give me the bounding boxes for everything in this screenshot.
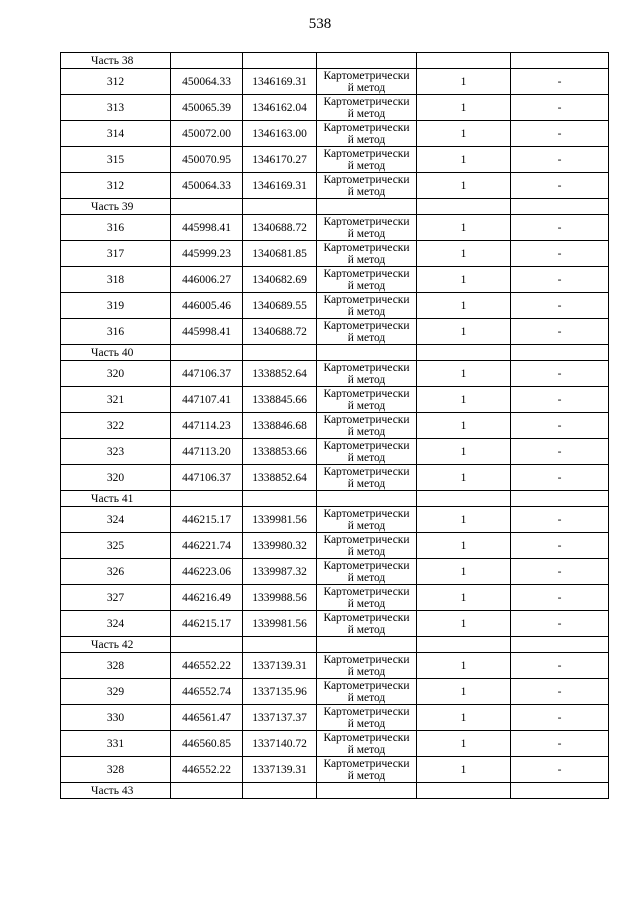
note-value: - [511,439,609,465]
empty-cell [511,345,609,361]
empty-cell [171,637,243,653]
coordinate-y: 1346169.31 [243,173,317,199]
coordinate-y: 1340681.85 [243,241,317,267]
point-number: 328 [61,757,171,783]
coordinate-x: 446005.46 [171,293,243,319]
coordinate-x: 446216.49 [171,585,243,611]
point-number: 327 [61,585,171,611]
precision-value: 1 [417,95,511,121]
point-number: 329 [61,679,171,705]
point-number: 320 [61,361,171,387]
coordinate-x: 450072.00 [171,121,243,147]
precision-value: 1 [417,679,511,705]
coordinate-x: 447106.37 [171,361,243,387]
coordinate-y: 1339980.32 [243,533,317,559]
table-row [61,267,609,293]
method-text-line1: Картометрически [323,533,410,546]
method-text-line1: Картометрически [323,611,410,624]
method-text-line1: Картометрически [323,731,410,744]
coordinate-y: 1338846.68 [243,413,317,439]
note-value: - [511,319,609,345]
coordinate-x: 446006.27 [171,267,243,293]
method-text-line1: Картометрически [323,173,410,186]
part-header-row [61,637,609,653]
coordinate-y: 1338853.66 [243,439,317,465]
empty-cell [511,491,609,507]
table-row [61,653,609,679]
coordinate-y: 1340682.69 [243,267,317,293]
method-text-line2: й метод [347,159,386,172]
method-cell [317,241,417,267]
precision-value: 1 [417,361,511,387]
method-text-line1: Картометрически [323,585,410,598]
coordinate-x: 445999.23 [171,241,243,267]
note-value: - [511,121,609,147]
method-cell [317,559,417,585]
method-text-line1: Картометрически [323,241,410,254]
empty-cell [417,53,511,69]
table-row [61,611,609,637]
method-text-line1: Картометрически [323,559,410,572]
coordinate-x: 446552.22 [171,757,243,783]
coordinate-x: 450064.33 [171,173,243,199]
method-text-line2: й метод [347,743,386,756]
table-row [61,241,609,267]
method-text-line1: Картометрически [323,439,410,452]
method-text-line1: Картометрически [323,319,410,332]
coordinate-x: 446221.74 [171,533,243,559]
method-cell [317,319,417,345]
empty-cell [417,783,511,799]
part-header-row [61,53,609,69]
note-value: - [511,387,609,413]
method-text-line2: й метод [347,519,386,532]
coordinate-y: 1346169.31 [243,69,317,95]
empty-cell [317,637,417,653]
table-row [61,465,609,491]
empty-cell [417,491,511,507]
point-number: 325 [61,533,171,559]
empty-cell [243,783,317,799]
coordinate-y: 1346162.04 [243,95,317,121]
method-text-line2: й метод [347,451,386,464]
empty-cell [511,783,609,799]
part-header-row [61,199,609,215]
page-number: 538 [308,16,332,32]
coordinate-x: 447113.20 [171,439,243,465]
coordinate-y: 1340688.72 [243,215,317,241]
coordinate-x: 450070.95 [171,147,243,173]
part-label: Часть 40 [61,345,171,361]
point-number: 324 [61,507,171,533]
note-value: - [511,215,609,241]
table-row [61,387,609,413]
coordinate-y: 1346163.00 [243,121,317,147]
note-value: - [511,653,609,679]
precision-value: 1 [417,147,511,173]
method-text-line2: й метод [347,81,386,94]
coordinate-y: 1338852.64 [243,465,317,491]
method-text-line1: Картометрически [323,387,410,400]
note-value: - [511,173,609,199]
method-cell [317,95,417,121]
coordinate-y: 1337139.31 [243,653,317,679]
method-text-line2: й метод [347,253,386,266]
table-row [61,585,609,611]
precision-value: 1 [417,465,511,491]
table-row [61,439,609,465]
note-value: - [511,267,609,293]
method-text-line1: Картометрически [323,705,410,718]
method-text-line2: й метод [347,279,386,292]
method-text-line1: Картометрически [323,413,410,426]
note-value: - [511,757,609,783]
point-number: 313 [61,95,171,121]
table-row [61,147,609,173]
note-value: - [511,147,609,173]
method-text-line2: й метод [347,373,386,386]
empty-cell [317,345,417,361]
coordinate-y: 1340688.72 [243,319,317,345]
table-row [61,731,609,757]
part-label: Часть 39 [61,199,171,215]
precision-value: 1 [417,215,511,241]
empty-cell [417,199,511,215]
table-row [61,361,609,387]
coordinate-x: 446215.17 [171,611,243,637]
method-text-line2: й метод [347,425,386,438]
part-label: Часть 41 [61,491,171,507]
table-row [61,95,609,121]
coordinate-x: 450065.39 [171,95,243,121]
precision-value: 1 [417,387,511,413]
method-cell [317,705,417,731]
coordinate-x: 445998.41 [171,319,243,345]
point-number: 318 [61,267,171,293]
table-row [61,507,609,533]
method-text-line2: й метод [347,227,386,240]
precision-value: 1 [417,705,511,731]
table-row [61,679,609,705]
empty-cell [317,53,417,69]
empty-cell [511,53,609,69]
empty-cell [511,199,609,215]
precision-value: 1 [417,241,511,267]
point-number: 312 [61,173,171,199]
table-row [61,69,609,95]
coordinate-y: 1346170.27 [243,147,317,173]
method-cell [317,653,417,679]
method-cell [317,173,417,199]
table-row [61,121,609,147]
precision-value: 1 [417,319,511,345]
empty-cell [511,637,609,653]
table-row [61,705,609,731]
precision-value: 1 [417,69,511,95]
point-number: 323 [61,439,171,465]
point-number: 330 [61,705,171,731]
method-cell [317,533,417,559]
method-text-line1: Картометрически [323,507,410,520]
method-cell [317,439,417,465]
method-cell [317,679,417,705]
empty-cell [317,491,417,507]
method-text-line2: й метод [347,717,386,730]
coordinate-y: 1337139.31 [243,757,317,783]
method-cell [317,267,417,293]
coordinate-y: 1338852.64 [243,361,317,387]
note-value: - [511,585,609,611]
coordinate-y: 1339988.56 [243,585,317,611]
coordinate-x: 446552.74 [171,679,243,705]
method-text-line2: й метод [347,477,386,490]
coordinate-x: 446560.85 [171,731,243,757]
precision-value: 1 [417,731,511,757]
table-row [61,413,609,439]
point-number: 322 [61,413,171,439]
part-header-row [61,345,609,361]
empty-cell [243,53,317,69]
method-cell [317,507,417,533]
method-cell [317,121,417,147]
method-text-line1: Картометрически [323,361,410,374]
part-label: Часть 42 [61,637,171,653]
note-value: - [511,533,609,559]
method-text-line1: Картометрически [323,465,410,478]
method-cell [317,757,417,783]
method-cell [317,387,417,413]
part-header-row [61,783,609,799]
coordinate-y: 1339987.32 [243,559,317,585]
point-number: 317 [61,241,171,267]
precision-value: 1 [417,267,511,293]
table-row [61,293,609,319]
method-text-line2: й метод [347,623,386,636]
coordinate-x: 445998.41 [171,215,243,241]
method-text-line2: й метод [347,331,386,344]
point-number: 324 [61,611,171,637]
precision-value: 1 [417,585,511,611]
table-row [61,559,609,585]
point-number: 312 [61,69,171,95]
precision-value: 1 [417,121,511,147]
empty-cell [317,783,417,799]
note-value: - [511,705,609,731]
coordinate-y: 1337140.72 [243,731,317,757]
point-number: 321 [61,387,171,413]
coordinate-y: 1340689.55 [243,293,317,319]
empty-cell [243,345,317,361]
precision-value: 1 [417,293,511,319]
method-text-line2: й метод [347,107,386,120]
table-row [61,533,609,559]
note-value: - [511,69,609,95]
point-number: 331 [61,731,171,757]
note-value: - [511,465,609,491]
method-text-line1: Картометрически [323,95,410,108]
precision-value: 1 [417,533,511,559]
coordinate-x: 447114.23 [171,413,243,439]
method-cell [317,293,417,319]
note-value: - [511,507,609,533]
coordinate-x: 450064.33 [171,69,243,95]
method-cell [317,585,417,611]
coordinates-table-body [61,53,609,799]
coordinate-x: 446223.06 [171,559,243,585]
table-row [61,173,609,199]
note-value: - [511,679,609,705]
coordinate-y: 1339981.56 [243,507,317,533]
method-text-line1: Картометрически [323,215,410,228]
table-row [61,319,609,345]
point-number: 314 [61,121,171,147]
note-value: - [511,95,609,121]
empty-cell [243,199,317,215]
coordinate-x: 446552.22 [171,653,243,679]
method-text-line1: Картометрически [323,69,410,82]
method-text-line1: Картометрически [323,293,410,306]
empty-cell [171,491,243,507]
method-cell [317,69,417,95]
table-row [61,215,609,241]
note-value: - [511,559,609,585]
point-number: 328 [61,653,171,679]
method-text-line1: Картометрически [323,757,410,770]
method-cell [317,731,417,757]
method-text-line2: й метод [347,665,386,678]
precision-value: 1 [417,413,511,439]
precision-value: 1 [417,173,511,199]
method-cell [317,147,417,173]
method-text-line1: Картометрически [323,679,410,692]
coordinate-y: 1337137.37 [243,705,317,731]
method-text-line1: Картометрически [323,147,410,160]
precision-value: 1 [417,439,511,465]
method-cell [317,215,417,241]
precision-value: 1 [417,653,511,679]
empty-cell [417,345,511,361]
precision-value: 1 [417,507,511,533]
coordinate-x: 446215.17 [171,507,243,533]
method-text-line2: й метод [347,305,386,318]
coordinate-x: 446561.47 [171,705,243,731]
precision-value: 1 [417,559,511,585]
point-number: 315 [61,147,171,173]
point-number: 316 [61,319,171,345]
empty-cell [317,199,417,215]
table-row [61,757,609,783]
precision-value: 1 [417,757,511,783]
method-text-line2: й метод [347,571,386,584]
method-text-line2: й метод [347,691,386,704]
coordinates-table [60,52,609,799]
method-cell [317,361,417,387]
empty-cell [171,345,243,361]
method-text-line1: Картометрически [323,267,410,280]
method-cell [317,413,417,439]
point-number: 326 [61,559,171,585]
point-number: 320 [61,465,171,491]
method-text-line2: й метод [347,769,386,782]
part-label: Часть 43 [61,783,171,799]
method-text-line2: й метод [347,597,386,610]
note-value: - [511,413,609,439]
note-value: - [511,361,609,387]
precision-value: 1 [417,611,511,637]
method-text-line2: й метод [347,185,386,198]
empty-cell [417,637,511,653]
method-text-line1: Картометрически [323,121,410,134]
note-value: - [511,241,609,267]
point-number: 319 [61,293,171,319]
empty-cell [243,491,317,507]
part-header-row [61,491,609,507]
part-label: Часть 38 [61,53,171,69]
note-value: - [511,611,609,637]
method-text-line2: й метод [347,133,386,146]
empty-cell [171,53,243,69]
empty-cell [243,637,317,653]
empty-cell [171,783,243,799]
method-text-line2: й метод [347,545,386,558]
method-cell [317,465,417,491]
note-value: - [511,293,609,319]
method-text-line1: Картометрически [323,653,410,666]
method-cell [317,611,417,637]
coordinate-x: 447107.41 [171,387,243,413]
coordinate-y: 1339981.56 [243,611,317,637]
coordinate-x: 447106.37 [171,465,243,491]
coordinate-y: 1337135.96 [243,679,317,705]
coordinate-y: 1338845.66 [243,387,317,413]
point-number: 316 [61,215,171,241]
method-text-line2: й метод [347,399,386,412]
empty-cell [171,199,243,215]
note-value: - [511,731,609,757]
